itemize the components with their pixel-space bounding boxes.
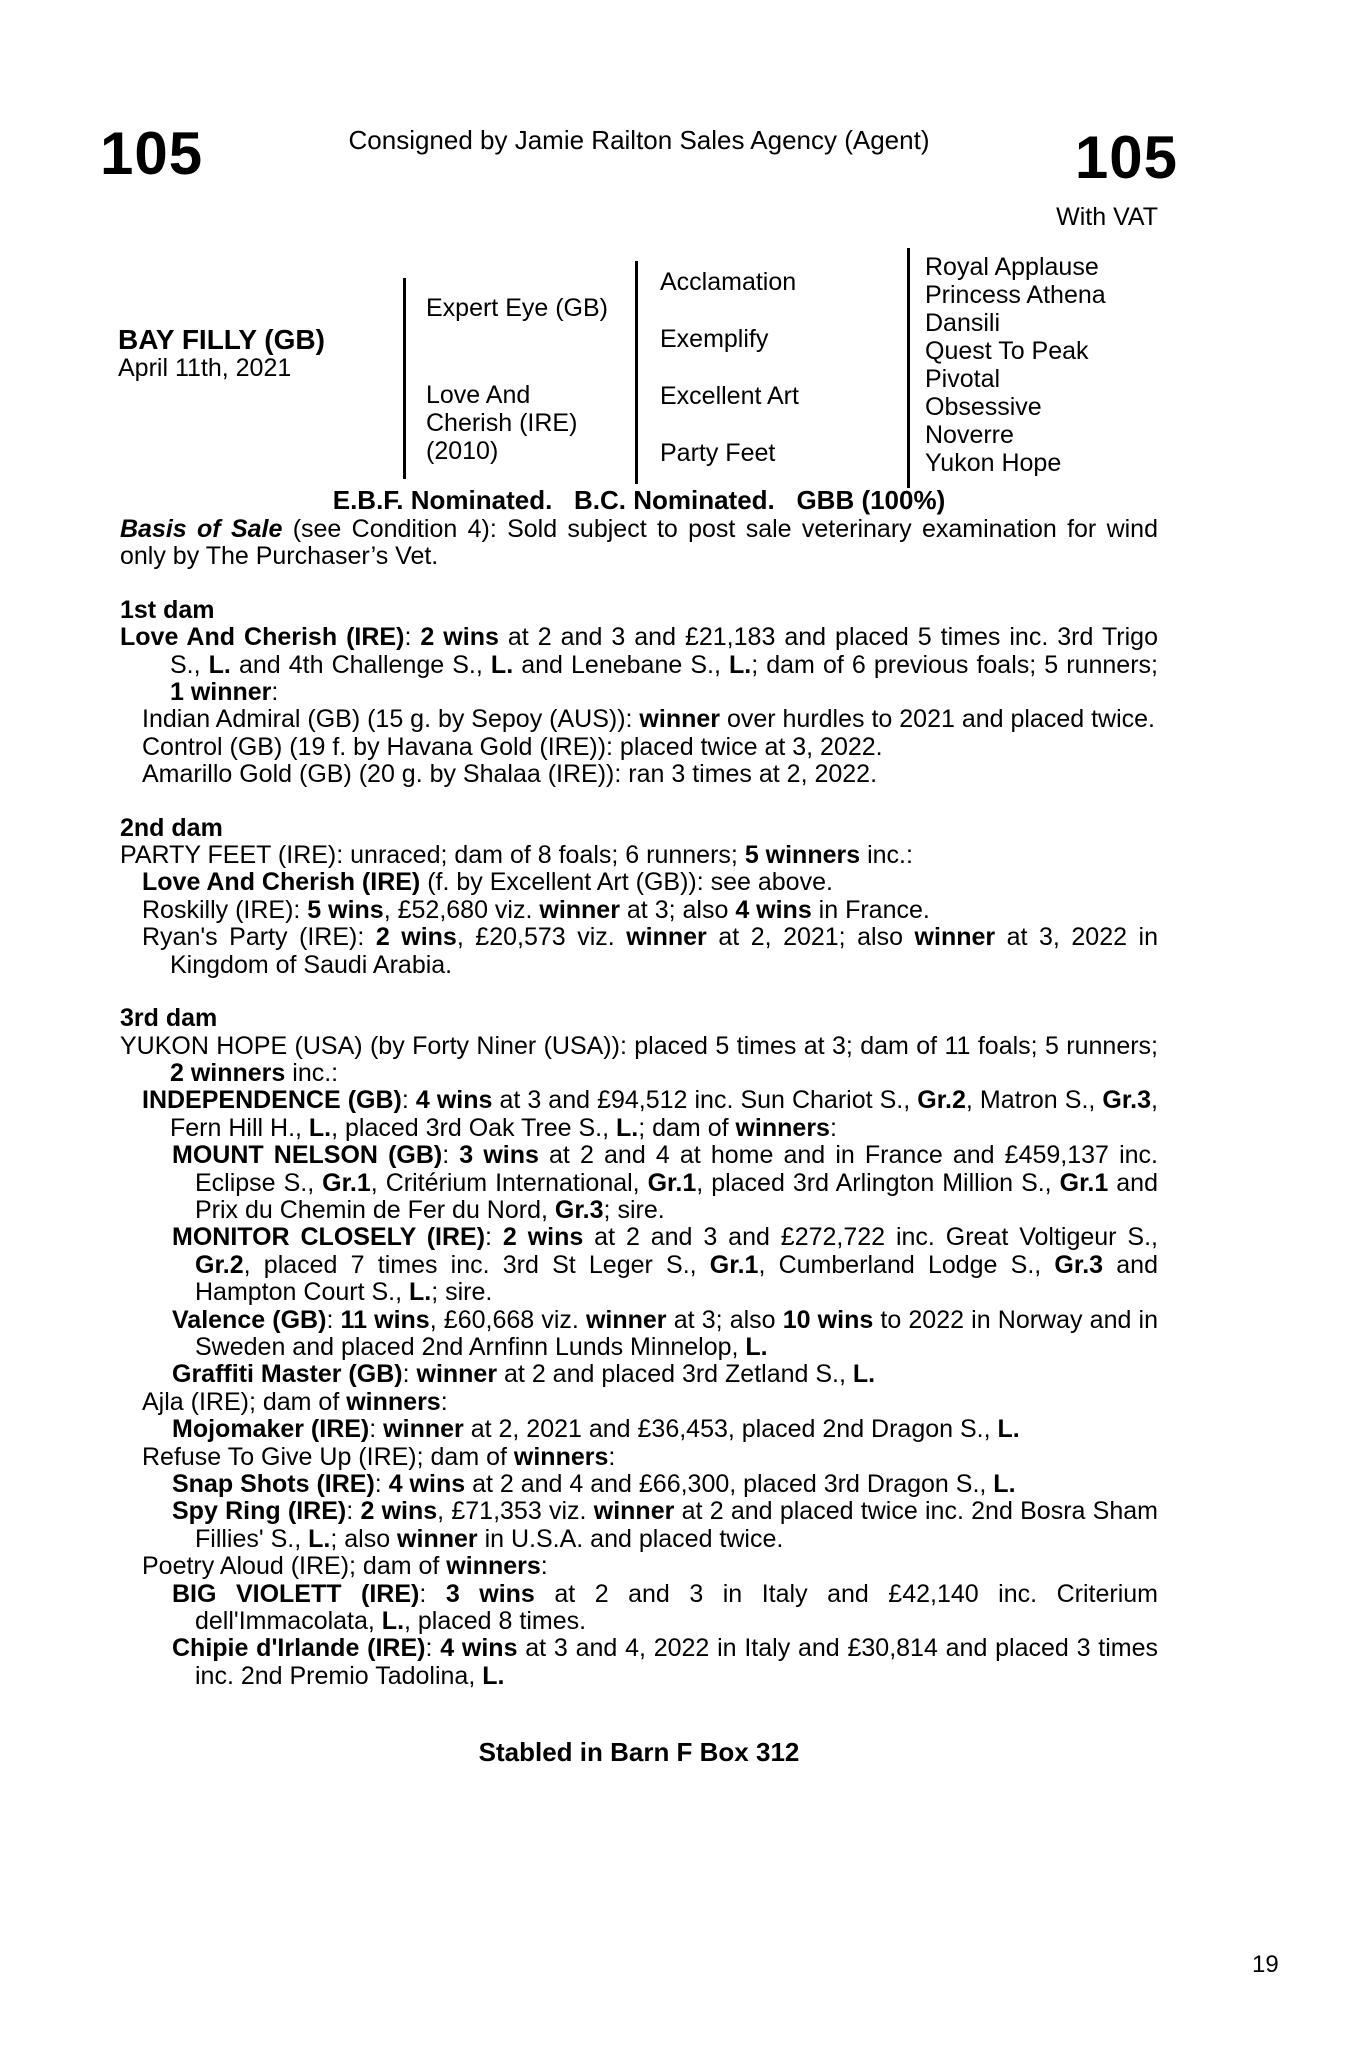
great-grandparent-name: Dansili bbox=[925, 309, 1001, 337]
subject-foaled-date: April 11th, 2021 bbox=[118, 354, 292, 382]
basis-of-sale: Basis of Sale (see Condition 4): Sold subject to post sale veterinary examination for wind only by The Purchaser’s Vet. bbox=[120, 515, 1158, 571]
pedigree-paragraph: Love And Cherish (IRE): 2 wins at 2 and 3 and £21,183 and placed 5 times inc. 3rd Trigo S., L. and 4th Challenge S., L. and Lenebane S., L.; dam of 6 previous foals; 5 runners; 1 winner: bbox=[120, 623, 1158, 707]
dam-name bbox=[426, 381, 577, 465]
pedigree-paragraph: PARTY FEET (IRE): unraced; dam of 8 foals; 6 runners; 5 winners inc.: bbox=[120, 841, 913, 870]
pedigree-paragraph: INDEPENDENCE (GB): 4 wins at 3 and £94,512 inc. Sun Chariot S., Gr.2, Matron S., Gr.3, Fern Hill H., L., placed 3rd Oak Tree S., L.; dam of winners: bbox=[142, 1086, 1158, 1142]
pedigree-paragraph: Mojomaker (IRE): winner at 2, 2021 and £36,453, placed 2nd Dragon S., L. bbox=[172, 1415, 1020, 1444]
page-number: 19 bbox=[1252, 1951, 1279, 1978]
dam-name-line: Love And bbox=[426, 381, 531, 409]
grandparent-name: Party Feet bbox=[660, 439, 776, 467]
great-grandparent-name: Quest To Peak bbox=[925, 337, 1089, 365]
pedigree-paragraph: Ajla (IRE); dam of winners: bbox=[142, 1387, 448, 1416]
grandparent-name: Exemplify bbox=[660, 325, 769, 353]
pedigree-paragraph: BIG VIOLETT (IRE): 3 wins at 2 and 3 in Italy and £42,140 inc. Criterium dell'Immacolata, L., placed 8 times. bbox=[172, 1579, 1158, 1636]
pedigree-paragraph: Indian Admiral (GB) (15 g. by Sepoy (AUS)): winner over hurdles to 2021 and placed twice. bbox=[142, 705, 1155, 734]
grandparent-name: Excellent Art bbox=[660, 382, 799, 410]
vat-note: With VAT bbox=[1056, 203, 1158, 231]
lot-number-left: 105 bbox=[100, 120, 204, 187]
dam-heading: 2nd dam bbox=[120, 813, 223, 842]
pedigree-divider-bar bbox=[907, 248, 910, 488]
consignor-line: Consigned by Jamie Railton Sales Agency (Agent) bbox=[348, 125, 930, 155]
pedigree-paragraph: Snap Shots (IRE): 4 wins at 2 and 4 and £66,300, placed 3rd Dragon S., L. bbox=[172, 1470, 1016, 1498]
great-grandparent-name: Pivotal bbox=[925, 365, 1001, 393]
pedigree-paragraph: Love And Cherish (IRE) (f. by Excellent Art (GB)): see above. bbox=[142, 868, 833, 897]
sire-name: Expert Eye (GB) bbox=[426, 294, 608, 322]
great-grandparent-name: Obsessive bbox=[925, 393, 1042, 421]
grandparent-name: Acclamation bbox=[660, 268, 797, 296]
subject-block bbox=[118, 325, 325, 382]
pedigree-paragraph: Ryan's Party (IRE): 2 wins, £20,573 viz. winner at 2, 2021; also winner at 3, 2022 in Kingdom of Saudi Arabia. bbox=[142, 923, 1158, 979]
great-grandparent-name: Princess Athena bbox=[925, 281, 1106, 309]
great-grandparent-name: Royal Applause bbox=[925, 253, 1099, 281]
pedigree-paragraph: Spy Ring (IRE): 2 wins, £71,353 viz. winner at 2 and placed twice inc. 2nd Bosra Sham Fillies' S., L.; also winner in U.S.A. and placed twice. bbox=[172, 1497, 1158, 1553]
pedigree-paragraph: Chipie d'Irlande (IRE): 4 wins at 3 and 4, 2022 in Italy and £30,814 and placed 3 times inc. 2nd Premio Tadolina, L. bbox=[172, 1634, 1158, 1690]
great-grandparents-column bbox=[925, 253, 1106, 477]
pedigree-divider-bar bbox=[403, 278, 406, 479]
nominations-line: E.B.F. Nominated. B.C. Nominated. GBB (100%) bbox=[332, 485, 946, 515]
great-grandparent-name: Noverre bbox=[925, 421, 1014, 449]
pedigree-paragraph: Control (GB) (19 f. by Havana Gold (IRE)): placed twice at 3, 2022. bbox=[142, 732, 883, 761]
pedigree-paragraph: Poetry Aloud (IRE); dam of winners: bbox=[142, 1552, 548, 1581]
pedigree-divider-bar bbox=[635, 261, 638, 484]
subject-name: BAY FILLY (GB) bbox=[118, 324, 325, 355]
pedigree-paragraph: MONITOR CLOSELY (IRE): 2 wins at 2 and 3 and £272,722 inc. Great Voltigeur S., Gr.2, placed 7 times inc. 3rd St Leger S., Gr.1, Cumberland Lodge S., Gr.3 and Hampton Court S., L.; sire. bbox=[172, 1223, 1158, 1307]
dam-heading: 1st dam bbox=[120, 595, 215, 624]
pedigree-paragraph: Roskilly (IRE): 5 wins, £52,680 viz. winner at 3; also 4 wins in France. bbox=[142, 895, 930, 924]
pedigree-paragraph: MOUNT NELSON (GB): 3 wins at 2 and 4 at home and in France and £459,137 inc. Eclipse S., Gr.1, Critérium International, Gr.1, placed 3rd Arlington Million S., Gr.1 and Prix du Chemin de Fer du Nord, Gr.3; sire. bbox=[172, 1141, 1158, 1224]
pedigree-paragraph: YUKON HOPE (USA) (by Forty Niner (USA)): placed 5 times at 3; dam of 11 foals; 5 runners; 2 winners inc.: bbox=[120, 1031, 1158, 1087]
lot-number-right: 105 bbox=[1074, 124, 1178, 191]
dam-name-line: Cherish (IRE) bbox=[426, 409, 578, 437]
dam-sections bbox=[120, 597, 1158, 1690]
dam-heading: 3rd dam bbox=[120, 1004, 218, 1033]
stabled-location: Stabled in Barn F Box 312 bbox=[478, 1737, 800, 1768]
dam-year-foaled: (2010) bbox=[426, 437, 499, 465]
pedigree-paragraph: Refuse To Give Up (IRE); dam of winners: bbox=[142, 1442, 616, 1471]
pedigree-paragraph: Amarillo Gold (GB) (20 g. by Shalaa (IRE)): ran 3 times at 2, 2022. bbox=[142, 760, 878, 789]
great-grandparent-name: Yukon Hope bbox=[925, 449, 1062, 477]
catalogue-body bbox=[120, 486, 1158, 1766]
pedigree-paragraph: Valence (GB): 11 wins, £60,668 viz. winner at 3; also 10 wins to 2022 in Norway and in Sweden and placed 2nd Arnfinn Lunds Minnelop, L. bbox=[172, 1305, 1158, 1361]
pedigree-paragraph: Graffiti Master (GB): winner at 2 and placed 3rd Zetland S., L. bbox=[172, 1360, 876, 1389]
